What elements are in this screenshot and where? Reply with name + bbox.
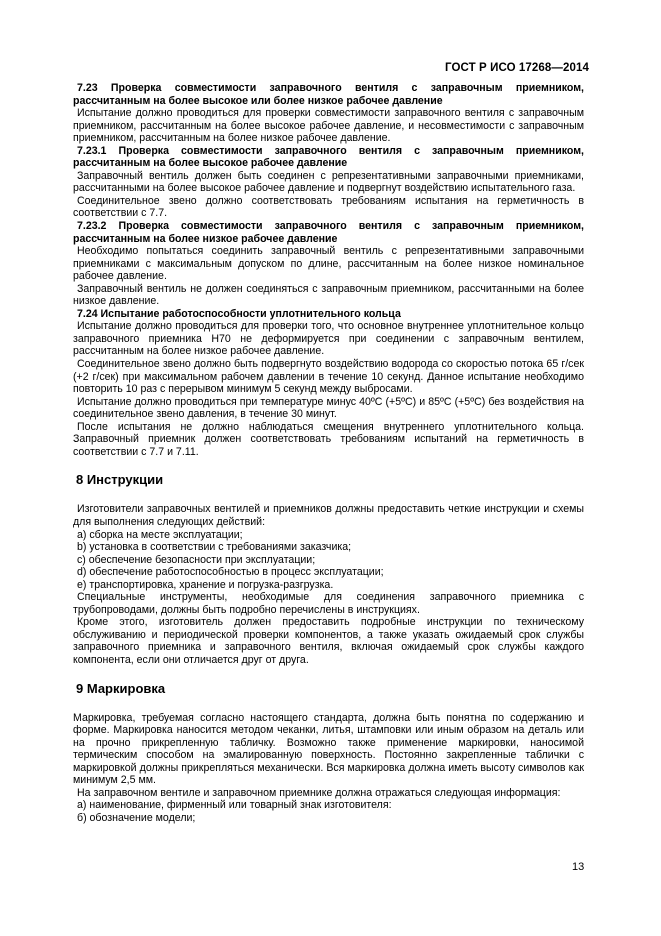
paragraph: Маркировка, требуемая согласно настоящего стандарта, должна быть понятна по содержанию и форме. Маркировка наносится методом чеканки, литья, штамповки или иным образом на деталь или на прочно прикрепленную табличку. Возможно также применение маркировки, наносимой термическим способом на эмалированную поверхность. Постоянно закрепленные таблички с маркировкой должны прикрепляться механически. Вся маркировка должна иметь высоту символов как минимум 2,5 мм.	[73, 711, 584, 787]
section-heading-7-23-1: 7.23.1 Проверка совместимости заправочного вентиля с заправочным приемником, рассчитанным на более высокое рабочее давление	[73, 144, 584, 170]
paragraph: Испытание должно проводиться для проверки того, что основное внутреннее уплотнительное кольцо заправочного приемника Н70 не деформируется при соединении с заправочным вентилем, рассчитанным на более низкое рабочее давление.	[73, 320, 584, 358]
list-item: б) обозначение модели;	[77, 811, 196, 824]
paragraph: Необходимо попытаться соединить заправочный вентиль с репрезентативными заправочными приемниками с максимальным допуском по длине, рассчитанным на более низкое номинальное рабочее давление.	[73, 245, 584, 283]
paragraph: Соединительное звено должно соответствовать требованиям испытания на герметичность в соответствии с 7.7.	[73, 194, 584, 220]
paragraph: Испытание должно проводиться для проверки совместимости заправочного вентиля с заправочным приемником, рассчитанным на более высокое рабочее давление, и несовместимости с заправочным приемником, рассчитанным на более низкое рабочее давление.	[73, 107, 584, 145]
document-body	[73, 82, 584, 824]
paragraph: Соединительное звено должно быть подвергнуто воздействию водорода со скоростью потока 65 г/сек (+2 г/сек) при максимальном рабочем давлении в течение 10 секунд. Данное испытание необходимо повторить 10 раз с перерывом минимум 5 секунд между выбросами.	[73, 358, 584, 396]
list-item: а) сборка на месте эксплуатации;	[77, 528, 243, 541]
paragraph: Заправочный вентиль не должен соединяться с заправочным приемником, рассчитанными на более низкое давление.	[73, 282, 584, 308]
list-item: а) наименование, фирменный или товарный знак изготовителя:	[77, 799, 392, 812]
list-item: b) установка в соответствии с требованиями заказчика;	[77, 541, 352, 554]
section-heading-7-24: 7.24 Испытание работоспособности уплотнительного кольца	[77, 307, 401, 320]
paragraph: Специальные инструменты, необходимые для соединения заправочного приемника с трубопроводами, должны быть подробно перечислены в инструкциях.	[73, 591, 584, 616]
section-heading-7-23-2: 7.23.2 Проверка совместимости заправочного вентиля с заправочным приемником, рассчитанным на более низкое рабочее давление	[73, 220, 584, 245]
paragraph: Заправочный вентиль должен быть соединен с репрезентативными заправочными приемниками, рассчитанными на более высокое рабочее давление и подвергнут воздействию испытательного газа.	[73, 169, 584, 195]
paragraph: Кроме этого, изготовитель должен предоставить подробные инструкции по техническому обслуживанию и периодической проверки компонентов, а также указать ожидаемый срок службы заправочного приемника и заправочного вентиля, включая ожидаемый срок службы каждого компонента, если они отличается друг от друга.	[73, 616, 584, 666]
paragraph: Испытание должно проводиться при температуре минус 40ºС (+5ºС) и 85ºС (+5ºС) без воздействия на соединительное звено давления, в течение 30 минут.	[73, 395, 584, 421]
section-heading-7-23: 7.23 Проверка совместимости заправочного вентиля с заправочным приемником, рассчитанным на более высокое или более низкое рабочее давление	[73, 82, 584, 107]
document-code: ГОСТ Р ИСО 17268—2014	[444, 62, 589, 74]
paragraph: После испытания не должно наблюдаться смещения внутреннего уплотнительного кольца. Заправочный приемник должен соответствовать требованиям испытаний на герметичность в соответствии с 7.7 и 7.11.	[73, 420, 584, 458]
list-item: d) обеспечение работоспособностью в процесс эксплуатации;	[77, 566, 384, 579]
section-heading-8: 8 Инструкции	[76, 472, 164, 488]
section-heading-9: 9 Маркировка	[76, 680, 166, 696]
paragraph: На заправочном вентиле и заправочном приемнике должна отражаться следующая информация:	[77, 786, 561, 799]
list-item: c) обеспечение безопасности при эксплуатации;	[77, 553, 316, 566]
paragraph: Изготовители заправочных вентилей и приемников должны предоставить четкие инструкции и схемы для выполнения следующих действий:	[73, 503, 584, 528]
page-number: 13	[572, 861, 585, 873]
list-item: e) транспортировка, хранение и погрузка-разгрузка.	[77, 578, 334, 591]
